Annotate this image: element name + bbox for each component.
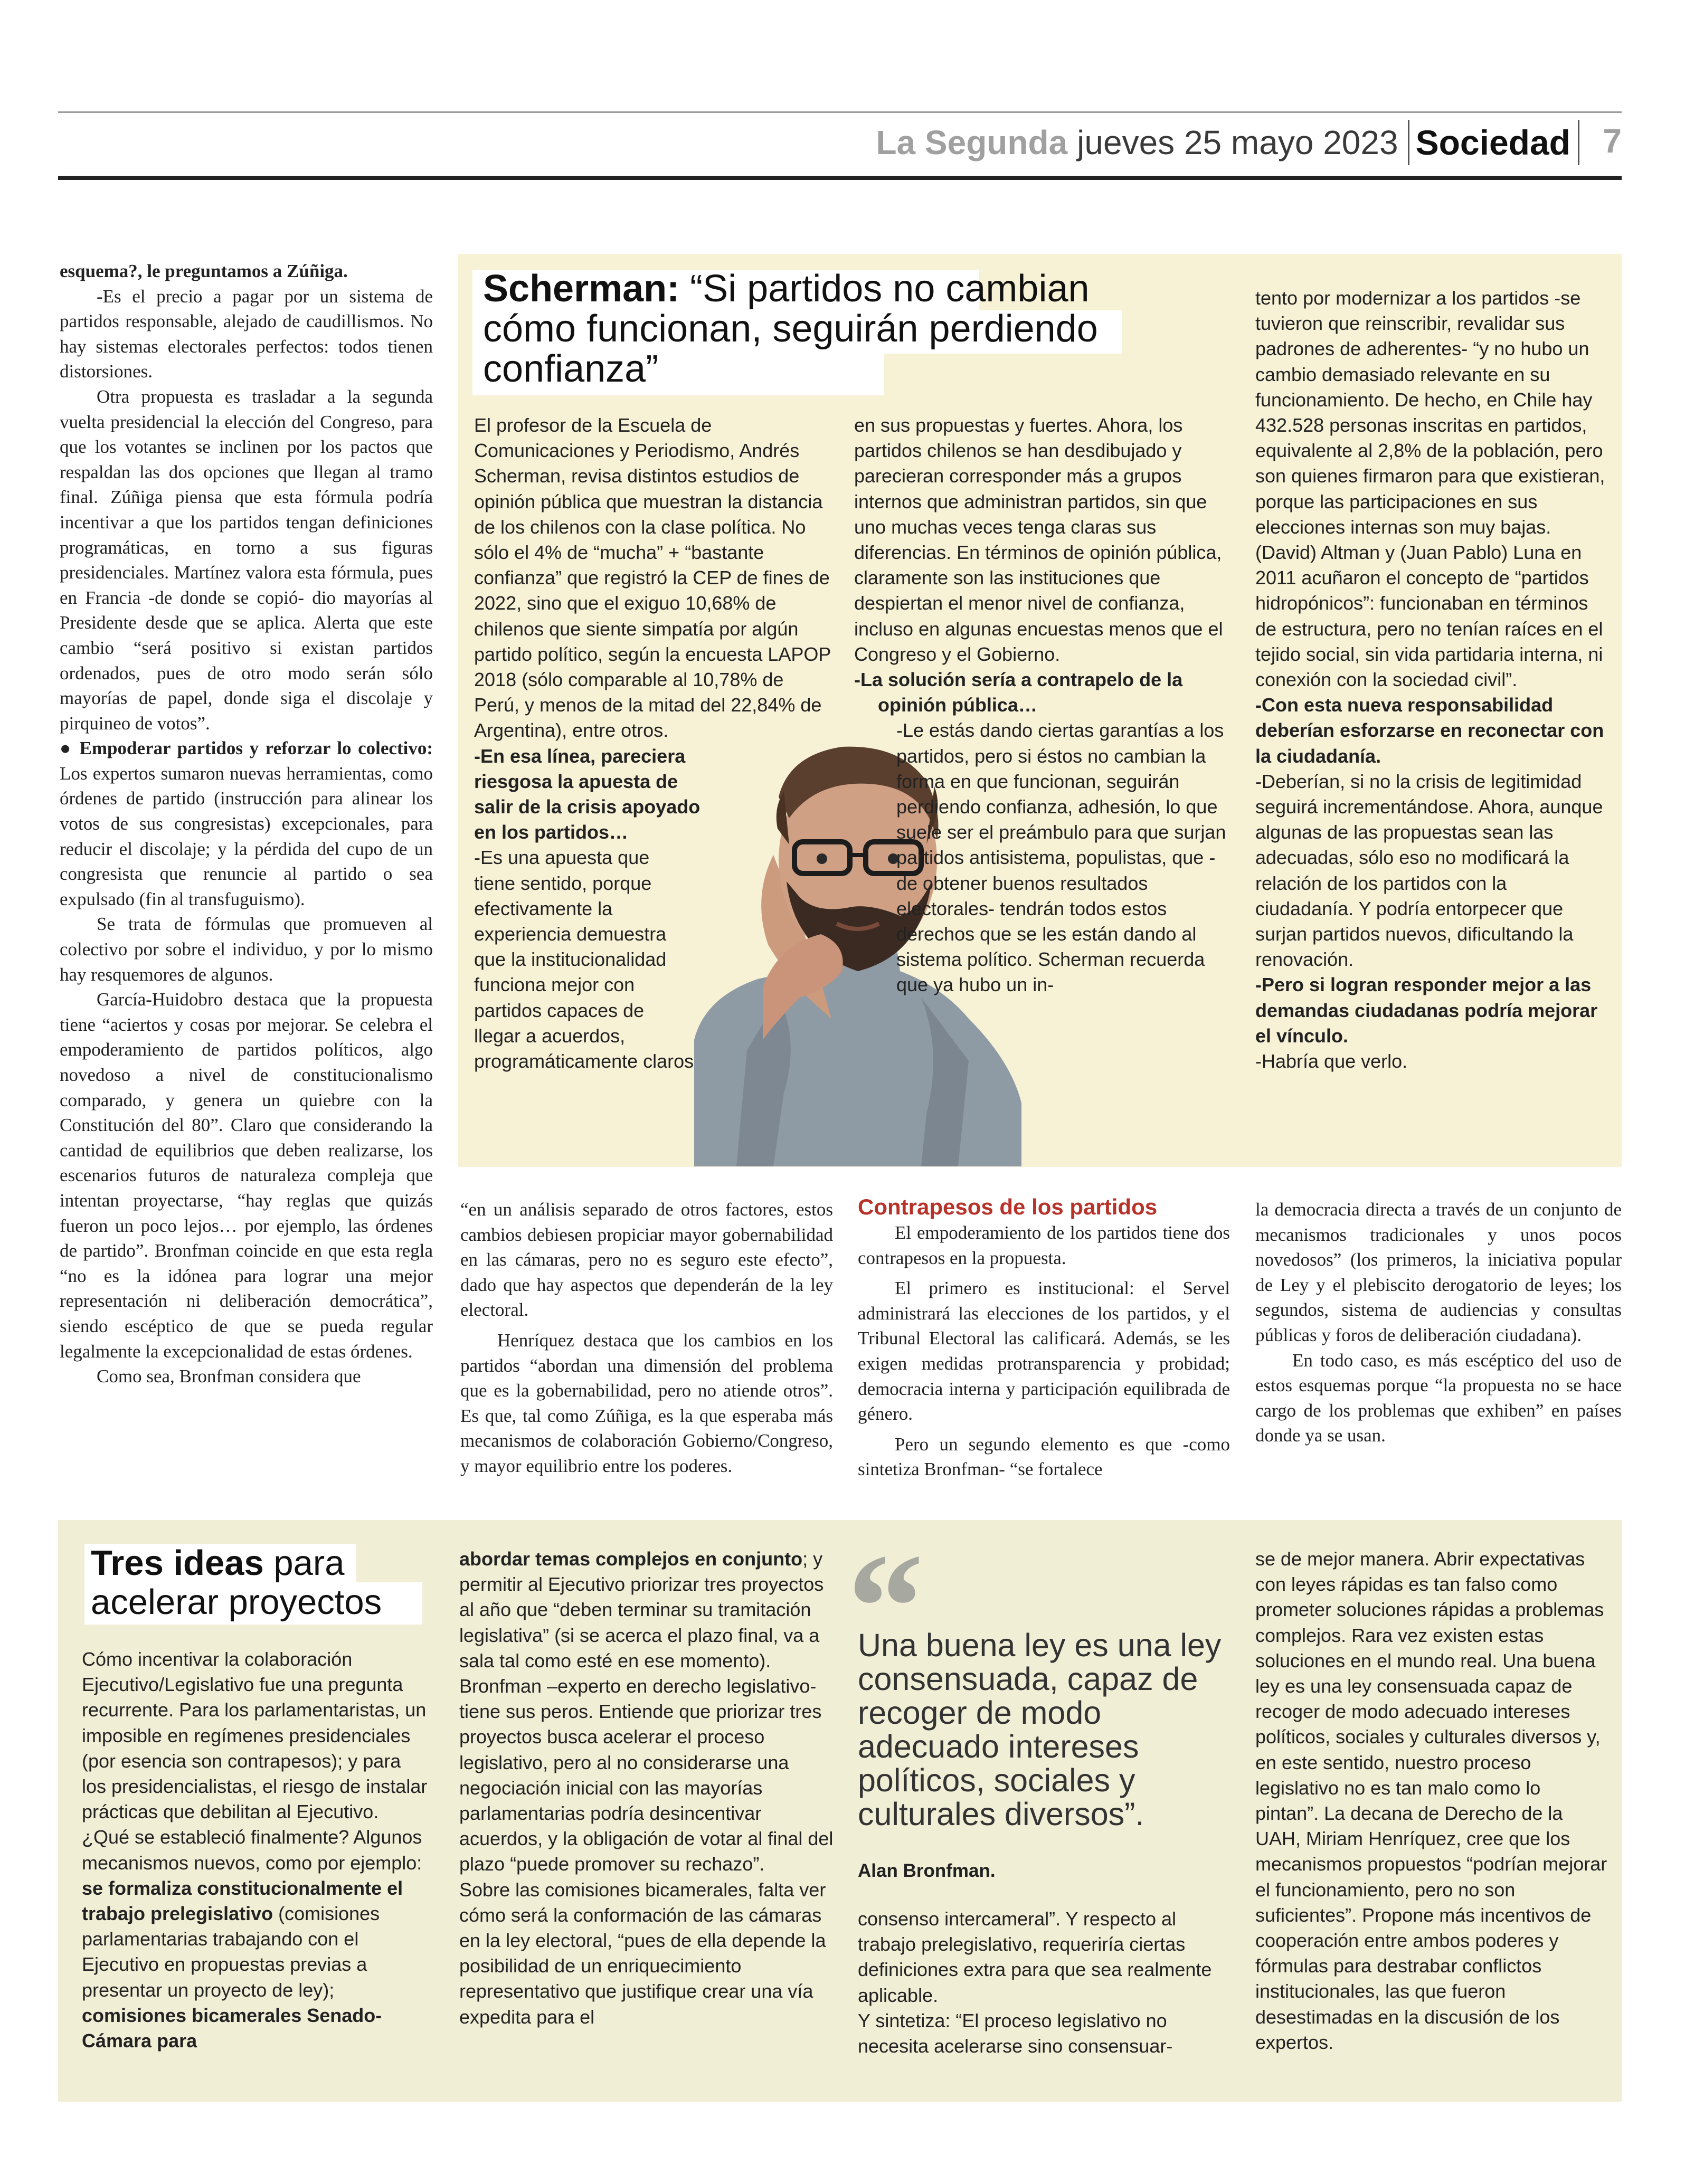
interview-question: -La solución sería a contrapelo de la opinión pública… — [854, 669, 1183, 716]
middle-paragraph: El empoderamiento de los partidos tiene dos contrapesos en la propuesta. — [858, 1222, 1230, 1268]
middle-paragraph: Henríquez destaca que los cambios en los partidos “abordan una dimensión del problema que es la gobernabilidad, pero no atiende otros”. Es que, tal como Zúñiga, es la que esperaba más mecanismos de colaboración Gobierno/Congreso, y mayor equilibrio entre los poderes. — [460, 1330, 833, 1476]
issue-date: jueves 25 mayo 2023 — [1077, 124, 1398, 162]
interview-answer: -Habría que verlo. — [1255, 1050, 1408, 1072]
contrapesos-heading: Contrapesos de los partidos — [858, 1194, 1158, 1219]
interview-title — [483, 269, 1138, 389]
interview-answer: en sus propuestas y fuertes. Ahora, los partidos chilenos se han desdibujado y parecieran corresponder más a grupos internos que administran partidos, sin que uno muchas veces tenga claras sus diferencias. En términos de opinión pública, claramente son las instituciones que despiertan el menor nivel de confianza, incluso en algunas encuestas menos que el Congreso y el Gobierno. — [854, 414, 1223, 665]
box-title — [91, 1544, 429, 1622]
left-paragraph-text: Los expertos sumaron nuevas herramientas, como órdenes de partido (instrucción para alinear los votos de sus congresistas) excepcionales, para reducir el discolaje; y la pérdida del cupo de un congresista que renuncie al partido o sea expulsado (fin al transfuguismo). — [60, 763, 433, 909]
quote-mark: “ — [847, 1522, 924, 1692]
middle-paragraph: la democracia directa a través de un conjunto de mecanismos tradicionales y unos pocos novedosos” (los primeros, la iniciativa popular de Ley y el plebiscito derogatorio de leyes; los segundos, sistema de audiencias y consultas públicas y foros de deliberación ciudadana). — [1255, 1199, 1622, 1345]
interview-title-quote: “Si partidos no cambian cómo funcionan, seguirán perdiendo confianza” — [483, 268, 1098, 390]
left-paragraph — [60, 384, 433, 736]
header-separator — [1408, 120, 1409, 165]
box-title-rest: para acelerar proyectos — [91, 1543, 382, 1622]
box-col2-bold: abordar temas complejos en conjunto — [459, 1548, 803, 1570]
left-paragraph — [60, 987, 433, 1364]
box-col1-text: Cómo incentivar la colaboración Ejecutivo/Legislativo fue una pregunta recurrente. Para los parlamentaristas, un imposible en regímenes presidenciales (por esencia son contrapesos); y para los presidencialistas, el riesgo de instalar prácticas que debilitan al Ejecutivo. ¿Qué se estableció finalmente? Algunos mecanismos nuevos, como por ejemplo: — [82, 1648, 428, 1874]
middle-paragraph: “en un análisis separado de otros factores, estos cambios debiesen propiciar mayor gobernabilidad en las cámaras, pero no es seguro este efecto”, dado que hay aspectos que dependerán de la ley electoral. — [460, 1199, 833, 1321]
left-paragraph — [60, 1364, 433, 1389]
left-paragraph-lead: ● Empoderar partidos y reforzar lo colectivo: — [60, 738, 433, 759]
left-paragraph-lead: esquema?, le preguntamos a Zúñiga. — [60, 261, 348, 281]
left-paragraph-text: Se trata de fórmulas que promueven al colectivo por sobre el individuo, y por lo mismo hay resquemores de algunos. — [60, 914, 433, 985]
interview-answer: El profesor de la Escuela de Comunicaciones y Periodismo, Andrés Scherman, revisa distintos estudios de opinión pública que muestran la distancia de los chilenos con la clase política. No sólo el 4% de “mucha” + “bastante confianza” que registró la CEP de fines de 2022, sino que el exiguo 10,68% de chilenos que siente simpatía por algún partido político, según la encuesta LAPOP 2018 (sólo comparable al 10,78% de Perú, y menos de la mitad del 22,84% de Argentina), entre otros. — [474, 414, 831, 742]
middle-col-2 — [460, 1197, 833, 1479]
left-paragraph-text: Como sea, Bronfman considera que — [97, 1366, 361, 1387]
box-col3-text1: consenso intercameral”. Y respecto al trabajo prelegislativo, requeriría ciertas definiciones extra para que sea realmente aplicable. — [858, 1908, 1212, 2006]
left-column — [60, 259, 433, 1389]
left-paragraph — [60, 736, 433, 911]
middle-paragraph: En todo caso, es más escéptico del uso de estos esquemas porque “la propuesta no se hace cargo de los problemas que exhiben” en países donde ya se usan. — [1255, 1350, 1622, 1446]
left-paragraph-text: -Es el precio a pagar por un sistema de partidos responsable, alejado de caudillismos. No hay sistemas electorales perfectos: todos tienen distorsiones. — [60, 286, 433, 382]
middle-paragraph: Pero un segundo elemento es que -como sintetiza Bronfman- “se fortalece — [858, 1433, 1230, 1480]
box-title-bold: Tres ideas — [91, 1543, 264, 1583]
left-paragraph-text: Otra propuesta es trasladar a la segunda vuelta presidencial la elección del Congreso, para que los votantes se inclinen por los pactos que respaldan las dos opciones que llegan al tramo final. Zúñiga piensa que esta fórmula podría incentivar a que los partidos tengan definiciones programáticas, en torno a sus figuras presidenciales. Martínez valora esta fórmula, pues en Francia -de donde se copió- dio mayorías al Presidente desde que se aplica. Alerta que este cambio “será positivo si existan partidos ordenados, pues de otro modo serán sólo mayorías de papel, donde siga el discolaje y pirquineo de votos”. — [60, 386, 433, 734]
interview-col-1 — [474, 413, 833, 1074]
interview-answer: -Es una apuesta que tiene sentido, porque efectivamente la experiencia demuestra que la institucionalidad funciona mejor con partidos capaces de llegar a acuerdos, programáticamente claros — [474, 847, 694, 1072]
interview-answer: -Deberían, si no la crisis de legitimidad seguirá incrementándose. Ahora, aunque algunas de las propuestas sean las adecuadas, sólo eso no modificará la relación de los partidos con la ciudadanía. Y podría entorpecer que surjan partidos nuevos, dificultando la renovación. — [1255, 770, 1603, 971]
box-col-3 — [858, 1906, 1230, 2059]
box-col3-text2: Y sintetiza: “El proceso legislativo no necesita acelerarse sino consensuar- — [858, 2009, 1173, 2057]
box-col-4 — [1255, 1546, 1609, 2055]
box-col-2 — [459, 1546, 834, 2030]
left-paragraph — [60, 259, 433, 284]
interview-col-2 — [854, 413, 1229, 998]
middle-paragraph: El primero es institucional: el Servel administrará las elecciones de los partidos, y el Tribunal Electoral las calificará. Además, se les exigen medidas protransparencia y probidad; democracia interna y participación equilibrada de género. — [858, 1278, 1230, 1425]
interview-title-name: Scherman: — [483, 268, 680, 310]
box-col1-mid: (comisiones parlamentarias trabajando con el Ejecutivo en propuestas previas a presentar un proyecto de ley); — [82, 1903, 380, 2001]
interview-col-3 — [1255, 286, 1609, 1074]
middle-col-4 — [1255, 1197, 1622, 1448]
box-col2-text2: Bronfman –experto en derecho legislativo- tiene sus peros. Entiende que priorizar tres proyectos busca acelerar el proceso legislativo, pero al no considerarse una negociación inicial con las mayorías parlamentarias podría desincentivar acuerdos, y la obligación de votar al final del plazo “puede promover su rechazo”. — [459, 1675, 834, 1875]
masthead — [876, 113, 1622, 173]
interview-answer: -Le estás dando ciertas garantías a los partidos, pero si éstos no cambian la forma en que funcionan, seguirán perdiendo confianza, adhesión, lo que suele ser el preámbulo para que surjan partidos antisistema, populistas, que -de obtener buenos resultados electorales- tendrán todos estos derechos que se les están dando al sistema político. Scherman recuerda que ya hubo un in- — [896, 719, 1226, 996]
box-col2-text3: Sobre las comisiones bicamerales, falta ver cómo será la conformación de las cámaras en la ley electoral, “pues de ella depende la posibilidad de un enriquecimiento representativo que justifique crear una vía expedita para el — [459, 1878, 826, 2028]
box-col4-text: se de mejor manera. Abrir expectativas con leyes rápidas es tan falso como prometer soluciones rápidas a problemas complejos. Rara vez existen estas soluciones en el mundo real. Una buena ley es una ley consensuada capaz de recoger de modo adecuado intereses políticos, sociales y culturales diversos y, en este sentido, nuestro proceso legislativo no es tan malo como lo pintan”. La decana de Derecho de la UAH, Miriam Henríquez, cree que los mecanismos propuestos “podrían mejorar el funcionamiento, pero no son suficientes”. Propone más incentivos de cooperación entre ambos poderes y fórmulas para destrabar conflictos institucionales, las que fueron desestimadas en la discusión de los expertos. — [1255, 1548, 1607, 2053]
left-paragraph — [60, 284, 433, 384]
header-bottom-rule — [58, 176, 1622, 180]
interview-question: -Pero si logran responder mejor a las demandas ciudadanas podría mejorar el vínculo. — [1255, 974, 1598, 1047]
header-separator-2 — [1578, 120, 1579, 165]
box-col-1 — [82, 1647, 428, 2054]
left-paragraph — [60, 911, 433, 987]
left-paragraph-text: García-Huidobro destaca que la propuesta tiene “aciertos y cosas por mejorar. Se celebra el empoderamiento de partidos políticos, algo novedoso a nivel de constitucionalismo comparado, y genera un quiebre con la Constitución del 80”. Claro que considerando la cantidad de equilibrios que deben realizarse, los escenarios futuros de naturaleza compleja que intentan proyectarse, “hay reglas que quizás fueron un poco lejos… por ejemplo, las órdenes de partido”. Bronfman coincide en que esta regla “no es la idónea para lograr una mejor representación ni deliberación democrática”, siendo escéptico de que se pueda regular legalmente la excepcionalidad de estas órdenes. — [60, 989, 433, 1362]
pull-quote-author: Alan Bronfman. — [858, 1860, 996, 1881]
page-number: 7 — [1603, 122, 1622, 160]
section-name: Sociedad — [1415, 123, 1570, 162]
box-col1-bold2: comisiones bicamerales Senado-Cámara para — [82, 2004, 382, 2052]
interview-question: -Con esta nueva responsabilidad deberían esforzarse en reconectar con la ciudadanía. — [1255, 694, 1604, 767]
middle-col-3 — [858, 1194, 1230, 1482]
publication-name: La Segunda — [876, 124, 1068, 162]
box-col2-text1: ; y permitir al Ejecutivo priorizar tres proyectos al año que “deben terminar su tramitación legislativa” (si se acerca el plazo final, va a sala tal como esté en ese momento). — [459, 1548, 824, 1672]
pull-quote: Una buena ley es una ley consensuada, capaz de recoger de modo adecuado intereses políticos, sociales y culturales diversos”. — [858, 1627, 1222, 1832]
interview-answer: tento por modernizar a los partidos -se tuvieron que reinscribir, revalidar sus padrones de adherentes- “y no hubo un cambio demasiado relevante en su funcionamiento. De hecho, en Chile hay 432.528 personas inscritas en partidos, equivalente al 2,8% de la población, pero son quienes firmaron para que existieran, porque las participaciones en sus elecciones internas son muy bajas. (David) Altman y (Juan Pablo) Luna en 2011 acuñaron el concepto de “partidos hidropónicos”: funcionaban en términos de estructura, pero no tenían raíces en el tejido social, sin vida partidaria interna, ni conexión con la sociedad civil”. — [1255, 287, 1605, 691]
interview-question: -En esa línea, pareciera riesgosa la apuesta de salir de la crisis apoyado en los partidos… — [474, 745, 700, 843]
box-col1-bold1: se formaliza constitucionalmente el trabajo prelegislativo — [82, 1877, 403, 1925]
